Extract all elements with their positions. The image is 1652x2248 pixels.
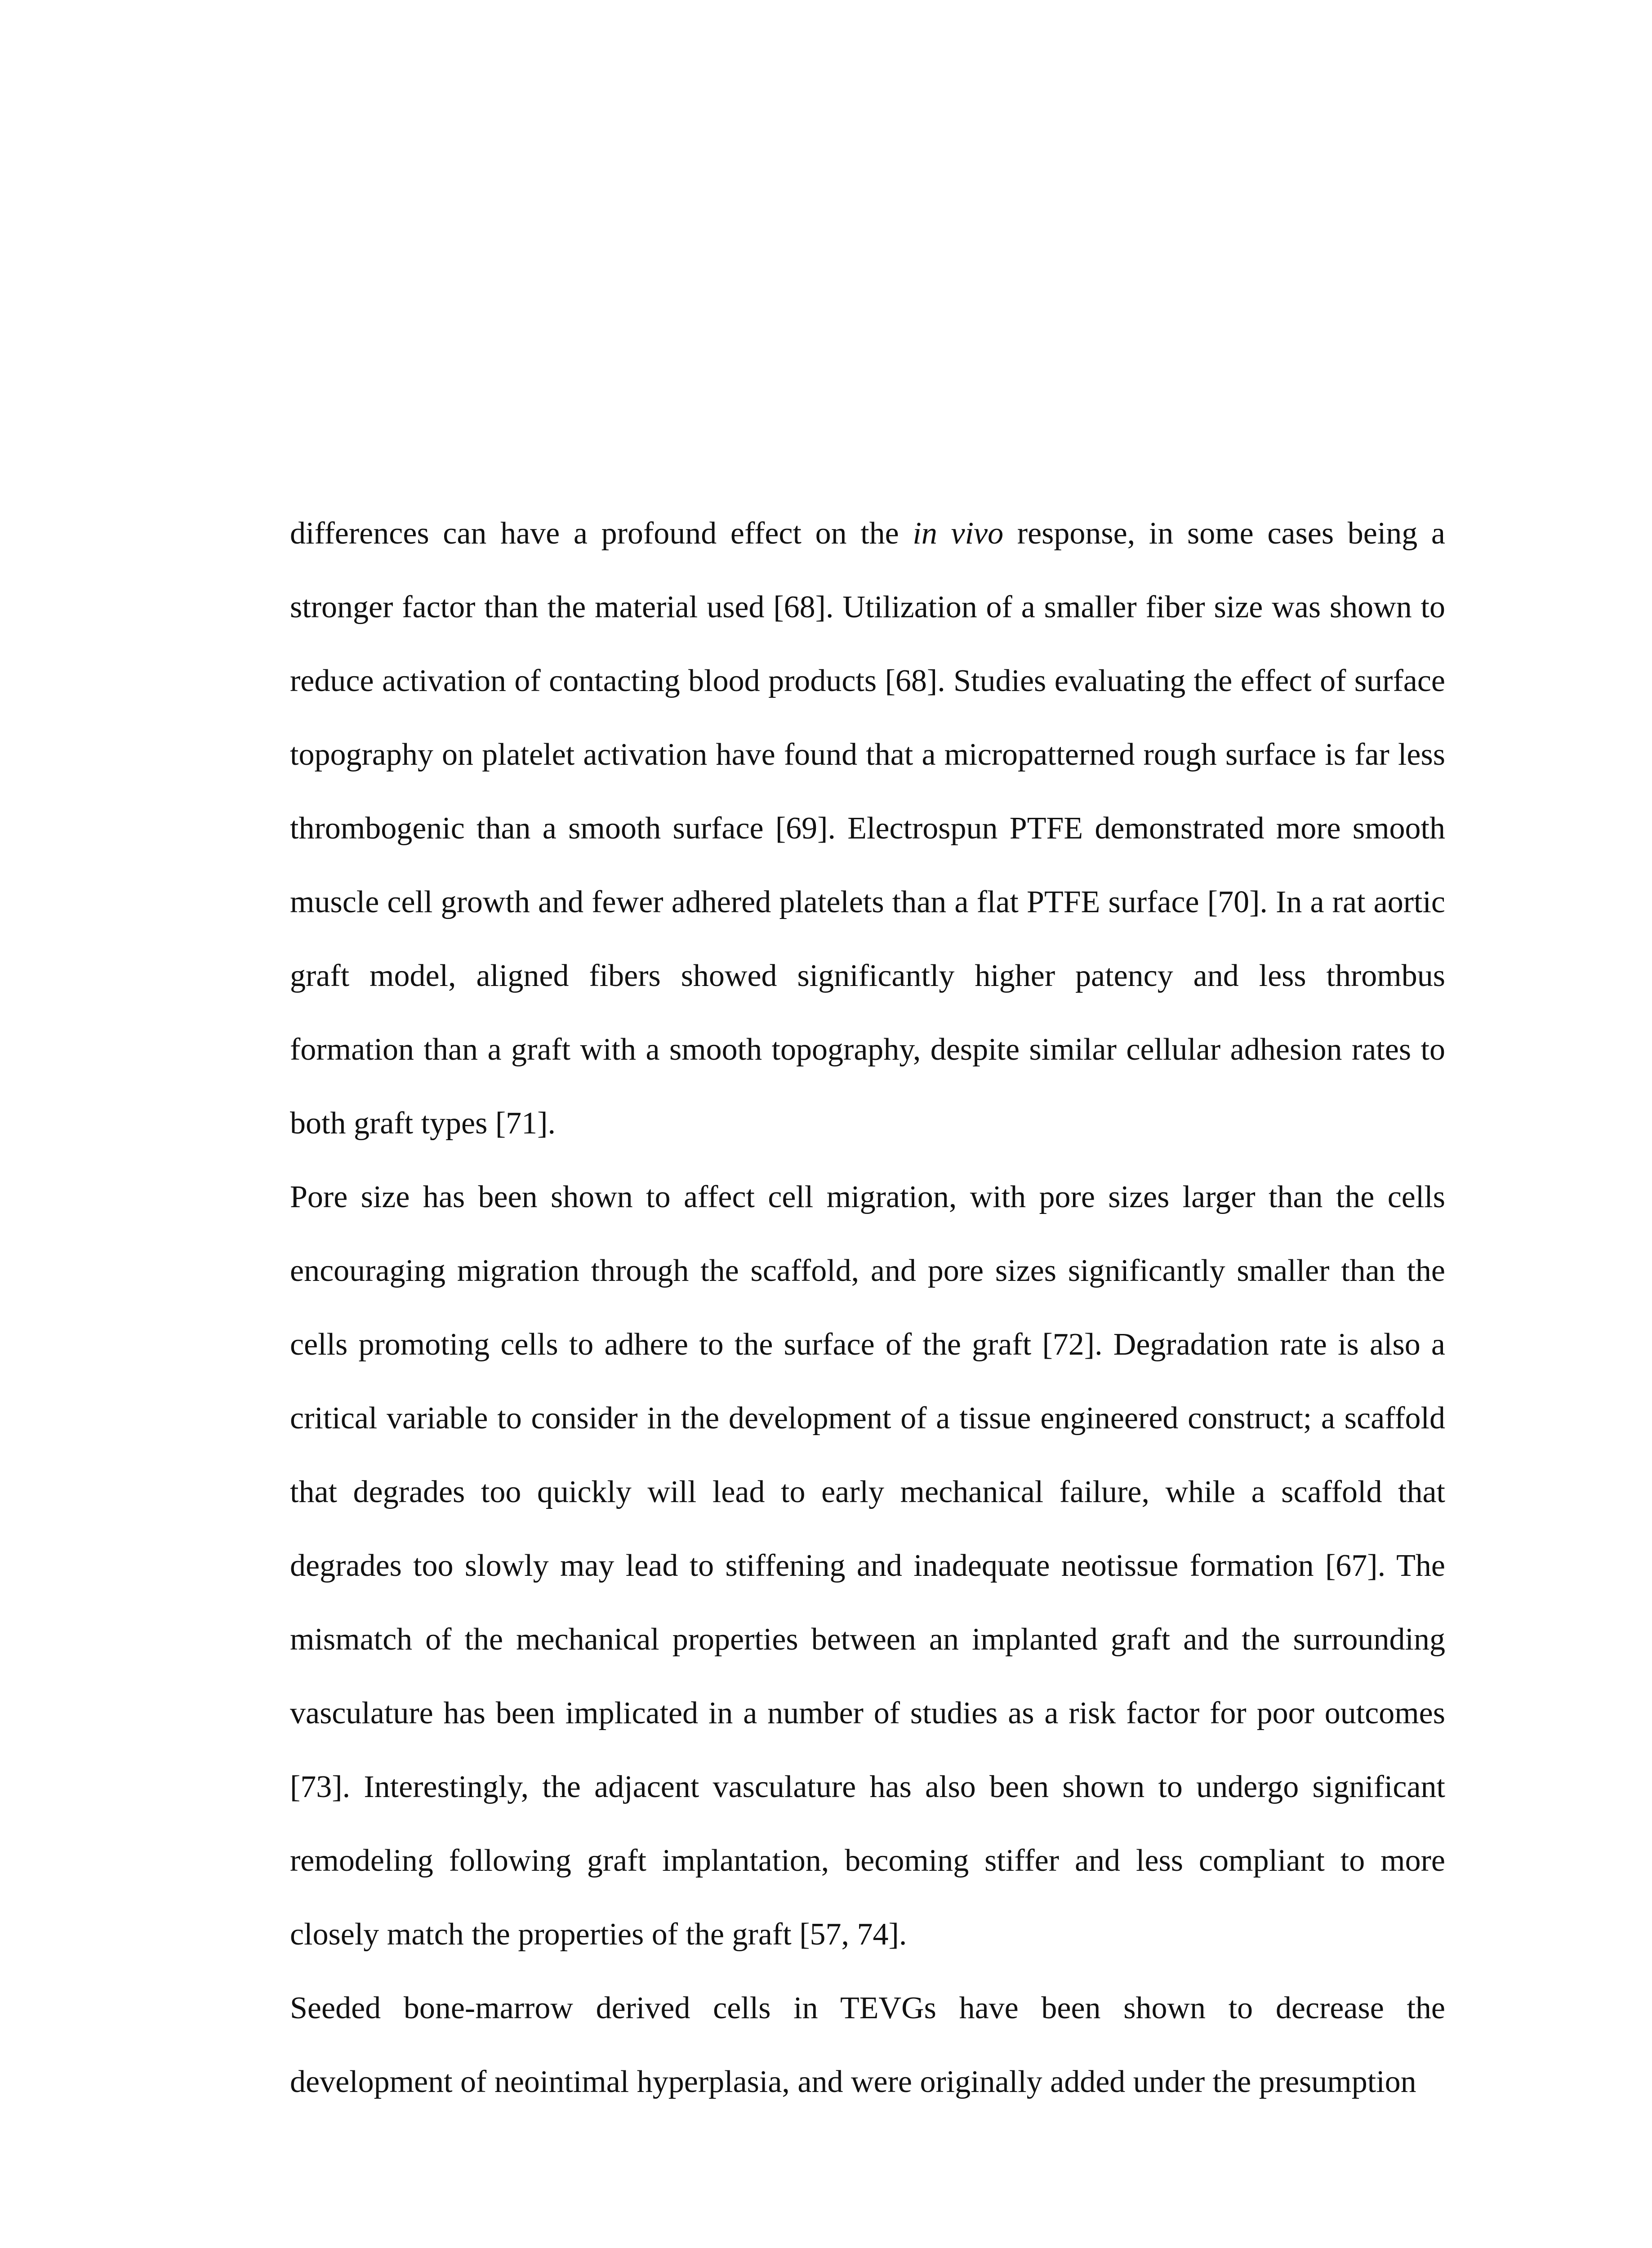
paragraph-3: Seeded bone-marrow derived cells in TEVGs have been shown to decrease the development of neointimal hyperplasia, and were originally added under the presumption [290,1991,1445,2099]
paragraph-1 [290,497,1445,1160]
paragraph-2: Pore size has been shown to affect cell migration, with pore sizes larger than the cells encouraging migration through the scaffold, and pore sizes significantly smaller than the cells promoting cells to adhere to the surface of the graft [72]. Degradation rate is also a critical variable to consider in the development of a tissue engineered construct; a scaffold that degrades too quickly will lead to early mechanical failure, while a scaffold that degrades too slowly may lead to stiffening and inadequate neotissue formation [67]. The mismatch of the mechanical properties between an implanted graft and the surrounding vasculature has been implicated in a number of studies as a risk factor for poor outcomes [73]. Interestingly, the adjacent vasculature has also been shown to undergo significant remodeling following graft implantation, becoming stiffer and less compliant to more closely match the properties of the graft [57, 74]. [290,1180,1445,1952]
paragraph-1-text-end: response, in some cases being a stronger factor than the material used [68]. Utilization of a smaller fiber size was shown to reduce activation of contacting blood products [68]. Studies evaluating the effect of surface topography on platelet activation have found that a micropatterned rough surface is far less thrombogenic than a smooth surface [69]. Electrospun PTFE demonstrated more smooth muscle cell growth and fewer adhered platelets than a flat PTFE surface [70]. In a rat aortic graft model, aligned fibers showed significantly higher patency and less thrombus formation than a graft with a smooth topography, despite similar cellular adhesion rates to both graft types [71]. [290,516,1445,1141]
paragraph-1-italic-term: in vivo [913,516,1004,551]
paragraph-1-text-start: differences can have a profound effect on the [290,516,913,551]
body-text [290,497,1445,2119]
